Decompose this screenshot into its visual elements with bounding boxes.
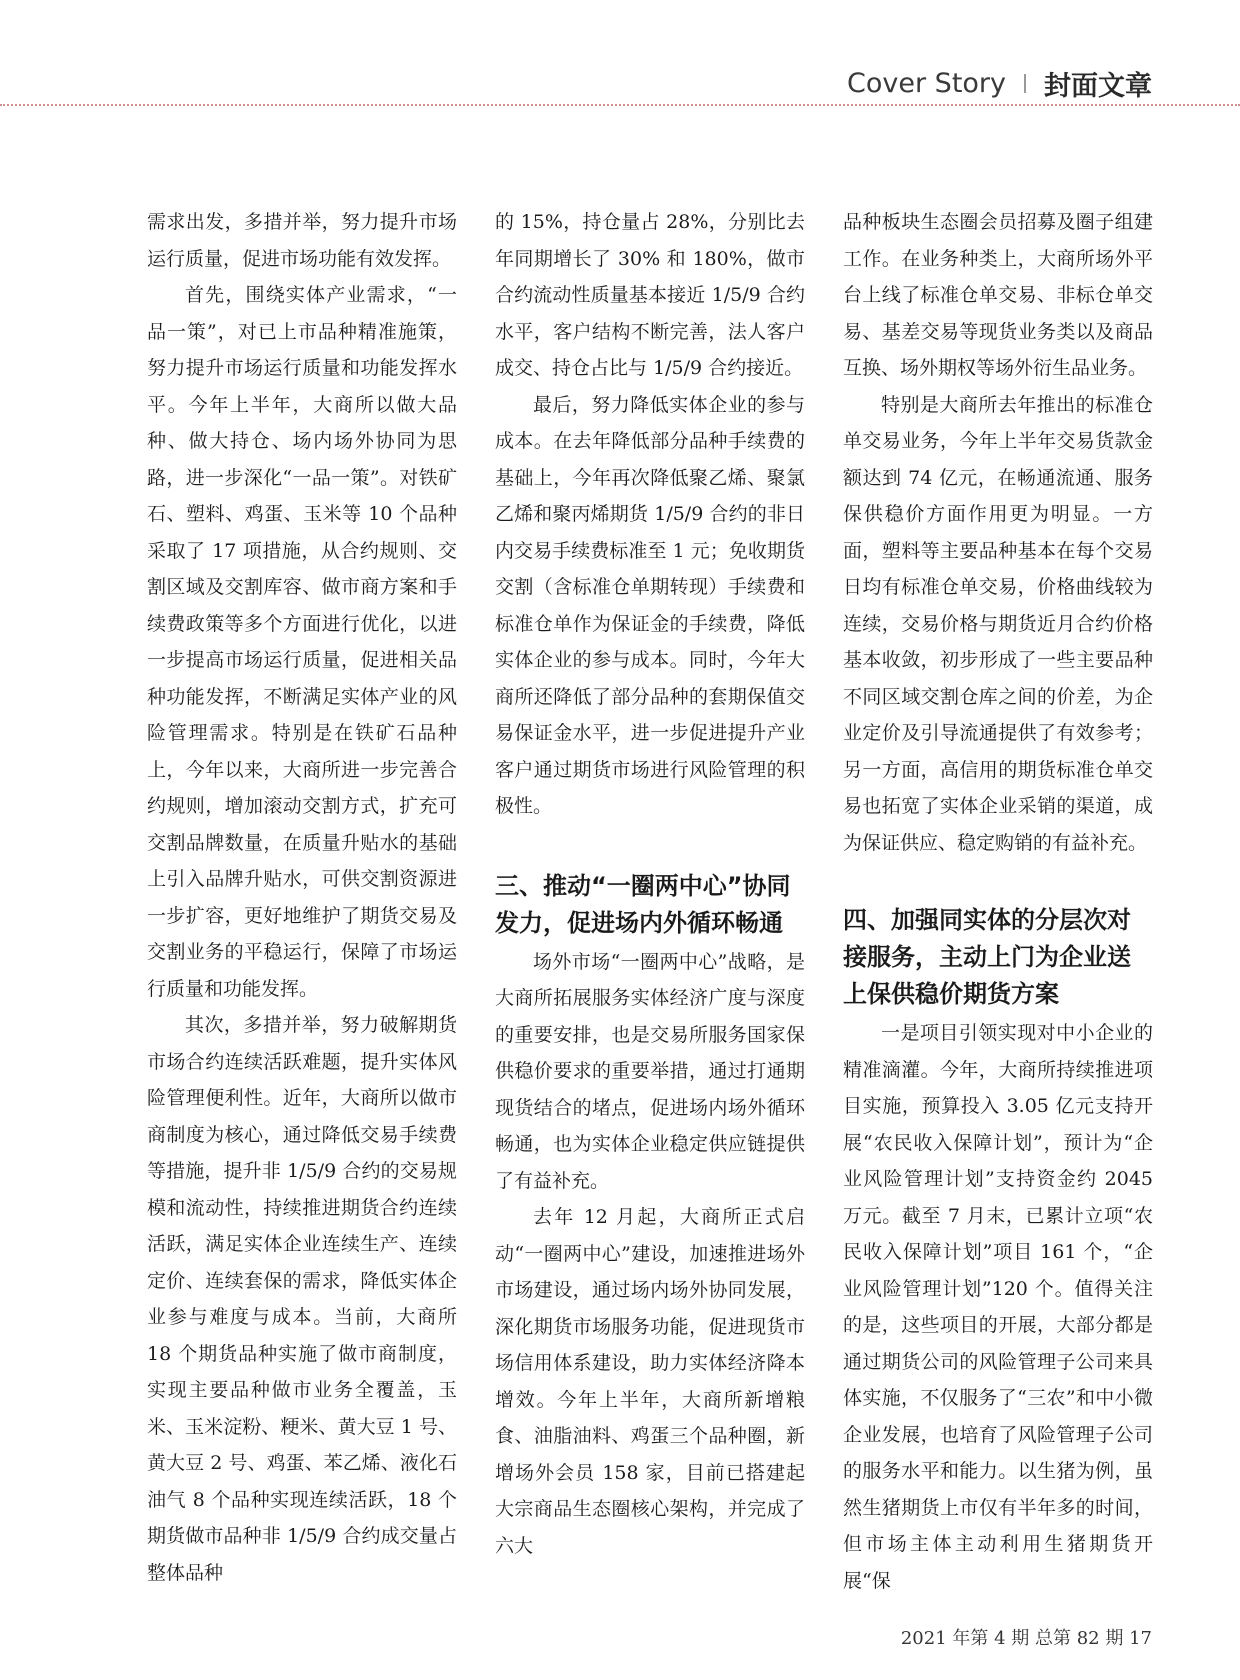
article-column-3 [843, 204, 1153, 1599]
page-number: 17 [1129, 1628, 1152, 1649]
issue-info: 2021 年第 4 期 总第 82 期 [900, 1628, 1124, 1649]
paragraph: 其次，多措并举，努力破解期货市场合约连续活跃难题，提升实体风险管理便利性。近年，大商所以做市商制度为核心，通过降低交易手续费等措施，提升非 1/5/9 合约的交易规模和流动性，持续推进期货合约连续活跃，满足实体企业连续生产、连续定价、连续套保的需求，降低实体企业参与难度与成本。当前，大商所 18 个期货品种实施了做市商制度，实现主要品种做市业务全覆盖，玉米、玉米淀粉、粳米、黄大豆 1 号、黄大豆 2 号、鸡蛋、苯乙烯、液化石油气 8 个品种实现连续活跃，18 个期货做市品种非 1/5/9 合约成交量占整体品种 [147, 1014, 457, 1584]
header-separator [1024, 74, 1026, 93]
paragraph: 最后，努力降低实体企业的参与成本。在去年降低部分品种手续费的基础上，今年再次降低聚乙烯、聚氯乙烯和聚丙烯期货 1/5/9 合约的非日内交易手续费标准至 1 元；免收期货交割（含标准仓单期转现）手续费和标准仓单作为保证金的手续费，降低实体企业的参与成本。同时，今年大商所还降低了部分品种的套期保值交易保证金水平，进一步促进提升产业客户通过期货市场进行风险管理的积极性。 [495, 393, 805, 817]
paragraph: 的 15%，持仓量占 28%，分别比去年同期增长了 30% 和 180%，做市合约流动性质量基本接近 1/5/9 合约水平，客户结构不断完善，法人客户成交、持仓占比与 1/5/9 合约接近。 [495, 211, 805, 379]
paragraph: 场外市场“一圈两中心”战略，是大商所拓展服务实体经济广度与深度的重要安排，也是交易所服务国家保供稳价要求的重要举措，通过打通期现货结合的堵点，促进场内场外循环畅通，也为实体企业稳定供应链提供了有益补充。 [495, 950, 805, 1192]
paragraph: 特别是大商所去年推出的标准仓单交易业务，今年上半年交易货款金额达到 74 亿元，在畅通流通、服务保供稳价方面作用更为明显。一方面，塑料等主要品种基本在每个交易日均有标准仓单交易，价格曲线较为连续，交易价格与期货近月合约价格基本收敛，初步形成了一些主要品种不同区域交割仓库之间的价差，为企业定价及引导流通提供了有效参考；另一方面，高信用的期货标准仓单交易也拓宽了实体企业采销的渠道，成为保证供应、稳定购销的有益补充。 [843, 393, 1153, 854]
paragraph: 一是项目引领实现对中小企业的精准滴灌。今年，大商所持续推进项目实施，预算投入 3.05 亿元支持开展“农民收入保障计划”，预计为“企业风险管理计划”支持资金约 2045 万元。截至 7 月末，已累计立项“农民收入保障计划”项目 161 个，“企业风险管理计划”120 个。值得关注的是，这些项目的开展，大部分都是通过期货公司的风险管理子公司来具体实施，不仅服务了“三农”和中小微企业发展，也培育了风险管理子公司的服务水平和能力。以生猪为例，虽然生猪期货上市仅有半年多的时间，但市场主体主动利用生猪期货开展“保 [843, 1022, 1153, 1592]
paragraph: 首先，围绕实体产业需求，“一品一策”，对已上市品种精准施策，努力提升市场运行质量和功能发挥水平。今年上半年，大商所以做大品种、做大持仓、场内场外协同为思路，进一步深化“一品一策”。对铁矿石、塑料、鸡蛋、玉米等 10 个品种采取了 17 项措施，从合约规则、交割区域及交割库容、做市商方案和手续费政策等多个方面进行优化，以进一步提高市场运行质量，促进相关品种功能发挥，不断满足实体产业的风险管理需求。特别是在铁矿石品种上，今年以来，大商所进一步完善合约规则，增加滚动交割方式，扩充可交割品牌数量，在质量升贴水的基础上引入品牌升贴水，可供交割资源进一步扩容，更好地维护了期货交易及交割业务的平稳运行，保障了市场运行质量和功能发挥。 [147, 284, 457, 1000]
paragraph: 需求出发，多措并举，努力提升市场运行质量，促进市场功能有效发挥。 [147, 211, 457, 270]
section-title-cn: 封面文章 [1044, 71, 1152, 102]
section-title-en: Cover Story [847, 68, 1006, 99]
page-footer [901, 1624, 1152, 1650]
running-header [847, 64, 1152, 103]
section-heading: 四、加强同实体的分层次对接服务，主动上门为企业送上保供稳价期货方案 [843, 906, 1131, 1008]
section-heading: 三、推动“一圈两中心”协同发力，促进场内外循环畅通 [495, 871, 791, 937]
article-column-2 [495, 204, 805, 1564]
paragraph: 去年 12 月起，大商所正式启动“一圈两中心”建设，加速推进场外市场建设，通过场内场外协同发展，深化期货市场服务功能，促进现货市场信用体系建设，助力实体经济降本增效。今年上半年，大商所新增粮食、油脂油料、鸡蛋三个品种圈，新增场外会员 158 家，目前已搭建起大宗商品生态圈核心架构，并完成了六大 [495, 1206, 805, 1557]
header-divider [0, 104, 1240, 106]
article-column-1 [147, 204, 457, 1591]
paragraph: 品种板块生态圈会员招募及圈子组建工作。在业务种类上，大商所场外平台上线了标准仓单交易、非标仓单交易、基差交易等现货业务类以及商品互换、场外期权等场外衍生品业务。 [843, 211, 1153, 379]
